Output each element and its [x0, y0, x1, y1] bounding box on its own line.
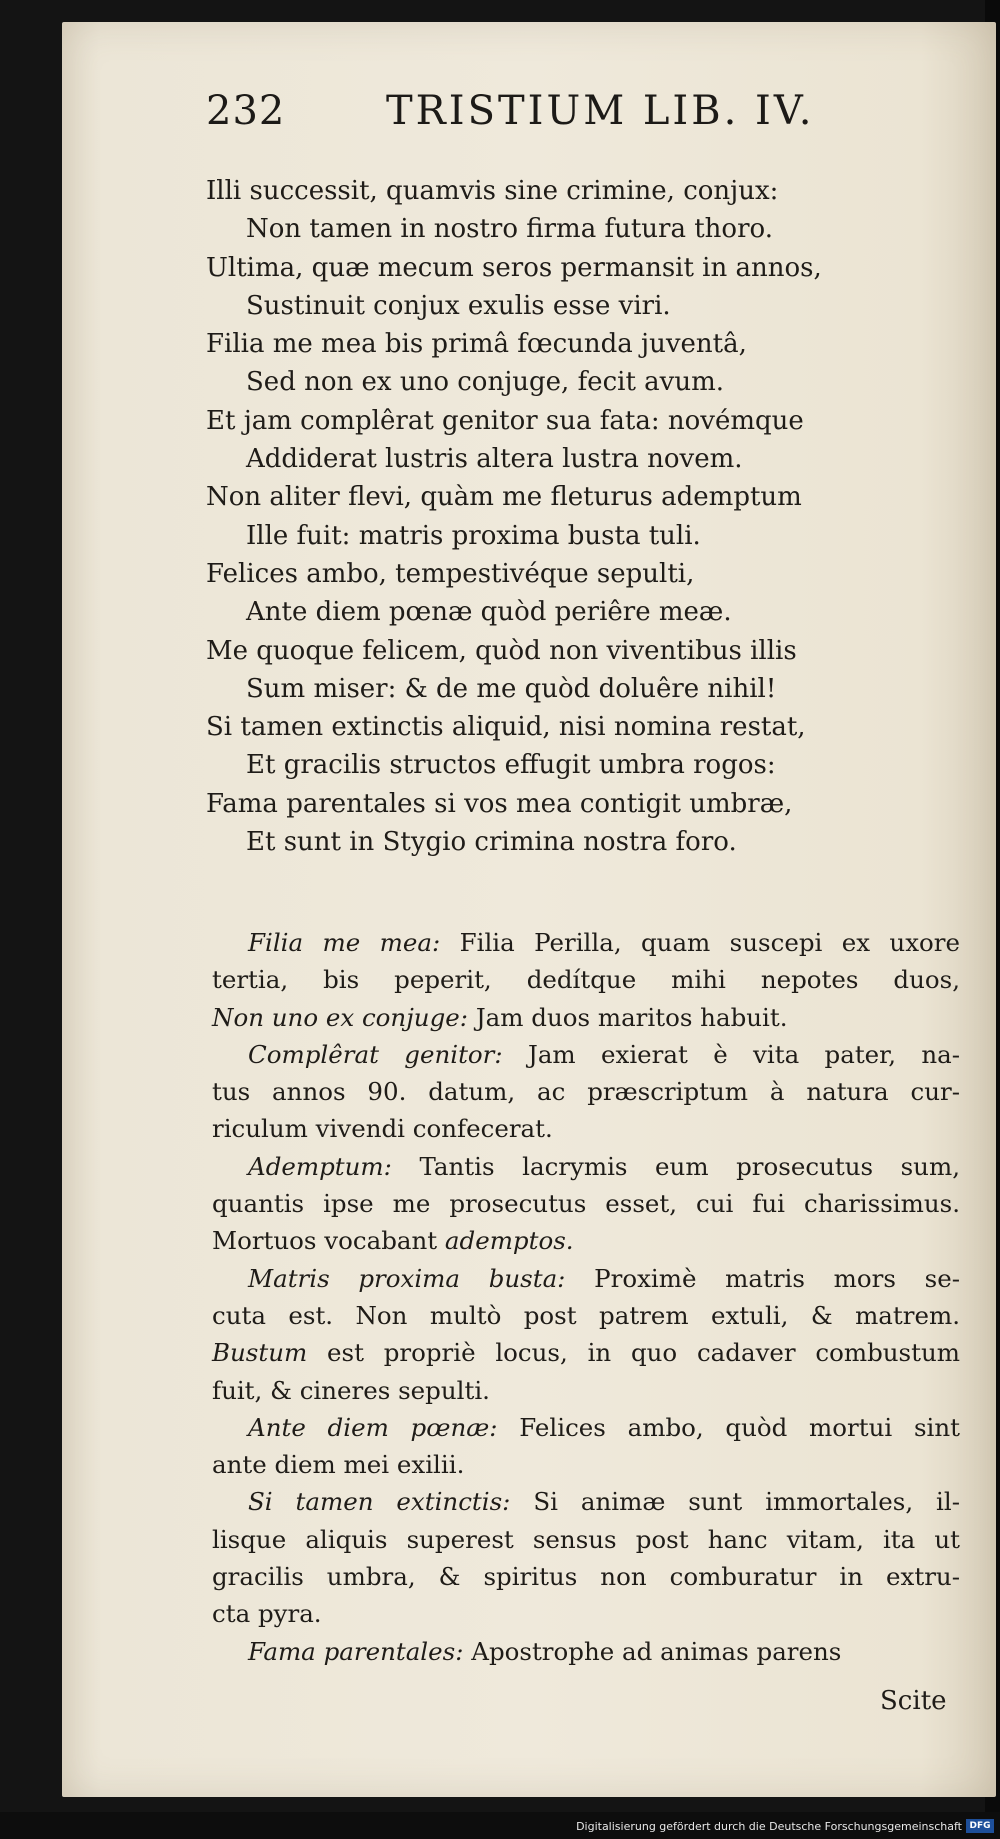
note-text: Proximè matris mors se- [565, 1263, 960, 1293]
verse-line: Ille fuit: matris proxima busta tuli. [246, 520, 701, 551]
verse-line: Non aliter flevi, quàm me fleturus ademptum [206, 482, 802, 513]
verse-line: Fama parentales si vos mea contigit umbræ, [206, 788, 793, 819]
note-text: est propriè locus, in quo cadaver combustum [307, 1338, 960, 1368]
note-text: Jam exierat è vita pater, na- [502, 1039, 961, 1069]
note-line [212, 1110, 960, 1147]
running-title: TRISTIUM LIB. IV. [386, 88, 815, 134]
note-line [212, 1222, 960, 1259]
note-text: fuit, & cineres sepulti. [212, 1375, 490, 1405]
note-lemma: Fama parentales: [248, 1636, 464, 1666]
note-lemma: Si tamen extinctis: [248, 1487, 511, 1517]
verse-line: Addiderat lustris altera lustra novem. [246, 444, 743, 475]
verse-line: Me quoque felicem, quòd non viventibus illis [206, 635, 797, 666]
note-text: Jam duos maritos habuit. [468, 1002, 788, 1032]
page-number: 232 [206, 88, 286, 134]
note-line [212, 1036, 960, 1073]
note-lemma: Complêrat genitor: [248, 1039, 503, 1069]
verse-line: Filia me mea bis primâ fœcunda juventâ, [206, 329, 747, 360]
note-line [212, 1409, 960, 1446]
note-line [212, 1483, 960, 1520]
note-text: riculum vivendi confecerat. [212, 1114, 553, 1144]
note-text: Apostrophe ad animas parens [463, 1636, 842, 1666]
note-lemma: Non uno ex conjuge: [212, 1002, 469, 1032]
verse-line: Ultima, quæ mecum seros permansit in annos, [206, 252, 822, 283]
catchword: Scite [880, 1686, 947, 1716]
note-line [212, 1595, 960, 1632]
note-line [212, 1185, 960, 1222]
note-line [212, 1446, 960, 1483]
note-lemma: Bustum [212, 1338, 308, 1368]
verse-line: Et gracilis structos effugit umbra rogos: [246, 750, 776, 781]
note-text: cuta est. Non multò post patrem extuli, & matrem. [212, 1300, 960, 1330]
note-text: quantis ipse me prosecutus esset, cui fui charissimus. [212, 1189, 960, 1219]
verse-line: Felices ambo, tempestivéque sepulti, [206, 558, 695, 589]
verse-line: Sum miser: & de me quòd doluêre nihil! [246, 673, 777, 704]
note-text: tertia, bis peperit, dedítque mihi nepotes duos, [212, 965, 960, 995]
note-line [212, 999, 960, 1036]
note-text: ante diem mei exilii. [212, 1450, 465, 1480]
note-text: tus annos 90. datum, ac præscriptum à natura cur- [212, 1077, 960, 1107]
note-text: gracilis umbra, & spiritus non comburatur in extru- [212, 1562, 960, 1592]
note-text: Mortuos vocabant [212, 1226, 445, 1256]
dfg-logo: DFG [966, 1819, 994, 1833]
verse-line: Non tamen in nostro firma futura thoro. [246, 214, 773, 245]
verse-line: Ante diem pœnæ quòd periêre meæ. [246, 597, 732, 628]
note-lemma: Filia me mea: [248, 928, 441, 957]
verse-line: Sustinuit conjux exulis esse viri. [246, 290, 671, 321]
verse-line: Et sunt in Stygio crimina nostra foro. [246, 827, 737, 858]
poem-text [206, 172, 846, 861]
note-lemma: Ademptum: [248, 1151, 392, 1181]
note-line [212, 1073, 960, 1110]
note-line [212, 1297, 960, 1334]
note-line [212, 1334, 960, 1371]
verse-line: Sed non ex uno conjuge, fecit avum. [246, 367, 725, 398]
note-text: Si animæ sunt immortales, il- [510, 1487, 960, 1517]
note-line [212, 1558, 960, 1595]
note-lemma: Ante diem pœnæ: [248, 1412, 498, 1442]
verse-line: Illi successit, quamvis sine crimine, conjux: [206, 176, 779, 206]
note-text: Felices ambo, quòd mortui sint [497, 1412, 960, 1442]
note-lemma: ademptos. [444, 1226, 574, 1256]
note-text: lisque aliquis superest sensus post hanc vitam, ita ut [212, 1524, 960, 1554]
note-line [212, 1260, 960, 1297]
note-text: Filia Perilla, quam suscepi ex uxore [440, 928, 960, 957]
verse-line: Si tamen extinctis aliquid, nisi nomina restat, [206, 712, 806, 743]
funding-credit: Digitalisierung gefördert durch die Deutsche Forschungsgemeinschaft [576, 1820, 962, 1833]
note-line [212, 1372, 960, 1409]
commentary-notes [212, 924, 960, 1670]
note-line [212, 1633, 960, 1670]
page-header [206, 88, 826, 138]
verse-line: Et jam complêrat genitor sua fata: novémque [206, 405, 804, 436]
note-text: Tantis lacrymis eum prosecutus sum, [391, 1151, 960, 1181]
note-line [212, 924, 960, 961]
note-lemma: Matris proxima busta: [248, 1263, 566, 1293]
note-line [212, 961, 960, 998]
note-text: cta pyra. [212, 1599, 322, 1629]
note-line [212, 1521, 960, 1558]
note-line [212, 1148, 960, 1185]
